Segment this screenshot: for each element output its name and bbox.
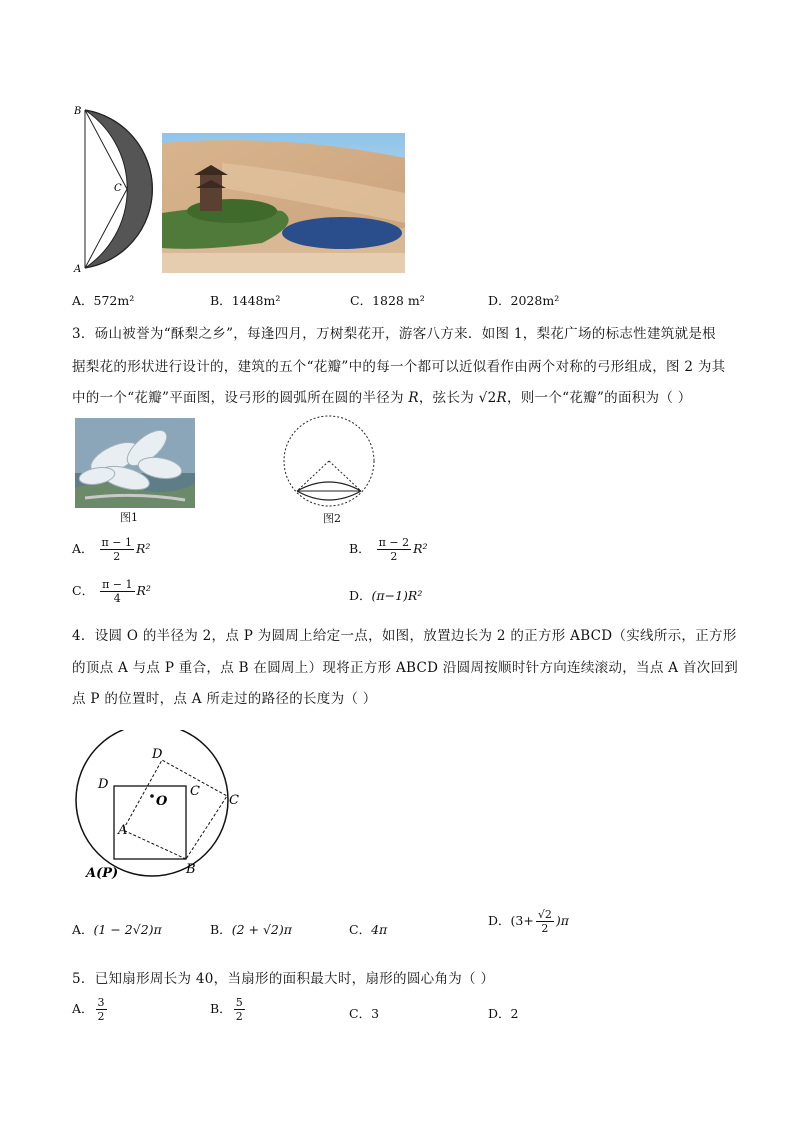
rolling-square-diagram xyxy=(72,730,262,880)
label-O: O xyxy=(156,794,168,809)
fraction xyxy=(234,996,245,1023)
q5-text-line1: 5．已知扇形周长为 40，当扇形的面积最大时，扇形的圆心角为（ ） xyxy=(72,971,495,987)
var-R: R xyxy=(408,390,419,406)
option-letter: A． xyxy=(72,922,94,937)
label-A: A xyxy=(74,264,82,275)
option-value: 1828 m² xyxy=(372,293,425,308)
label-A-inner: A xyxy=(118,823,128,838)
label-D-outer: D xyxy=(152,747,163,762)
label-D: D xyxy=(98,777,109,792)
q4-option-c[interactable] xyxy=(349,920,387,938)
q5-option-b[interactable] xyxy=(210,996,247,1023)
option-expr-post: )π xyxy=(555,913,569,928)
fraction xyxy=(377,536,411,563)
option-expr: (2 + √2)π xyxy=(231,922,292,937)
q3-option-c[interactable] xyxy=(72,578,151,605)
option-letter: B． xyxy=(210,1001,232,1016)
q3-text: ，弦长为 xyxy=(418,390,479,406)
q3-option-a[interactable] xyxy=(72,536,150,563)
option-letter: B． xyxy=(210,293,232,308)
numerator: π − 1 xyxy=(101,536,132,549)
label-A-P: A(P) xyxy=(86,866,119,880)
crescent-figure xyxy=(72,100,167,275)
label-C: C xyxy=(114,183,122,194)
q2-option-d[interactable] xyxy=(488,291,559,309)
option-value: 3 xyxy=(371,1006,380,1021)
sqrt2: √2 xyxy=(478,390,497,406)
q5-option-d[interactable] xyxy=(488,1004,518,1022)
option-expr: (1 − 2√2)π xyxy=(93,922,162,937)
q4-text-line1: 4．设圆 O 的半径为 2，点 P 为圆周上给定一点，如图，放置边长为 2 的正方形 ABCD（实线所示，正方形 xyxy=(72,628,737,644)
label-C-inner: C xyxy=(190,784,200,799)
option-letter: A． xyxy=(72,541,94,556)
q3-text-line1: 3．砀山被誉为“酥梨之乡”，每逢四月，万树梨花开，游客八方来．如图 1，梨花广场的标志性建筑就是根 xyxy=(72,326,716,342)
option-letter: C． xyxy=(72,583,95,598)
q3-option-b[interactable] xyxy=(349,536,428,563)
option-value: 572m² xyxy=(93,293,135,308)
fraction xyxy=(100,536,134,563)
q4-option-a[interactable] xyxy=(72,920,162,938)
option-letter: D． xyxy=(488,1006,511,1021)
option-expr: (π−1)R² xyxy=(371,588,423,603)
denominator: 2 xyxy=(113,550,121,563)
fraction xyxy=(100,578,134,605)
q4-option-d[interactable] xyxy=(488,908,569,935)
option-value: 1448m² xyxy=(231,293,281,308)
var-R: R xyxy=(496,390,507,406)
option-tail: R² xyxy=(413,541,428,556)
oasis-photo xyxy=(162,133,405,273)
option-letter: D． xyxy=(488,913,511,928)
numerator: 5 xyxy=(235,996,243,1009)
option-letter: C． xyxy=(349,922,372,937)
option-letter: B． xyxy=(349,541,371,556)
q2-option-b[interactable] xyxy=(210,291,280,309)
option-letter: A． xyxy=(72,293,94,308)
denominator: 2 xyxy=(235,1010,243,1023)
fraction xyxy=(536,908,554,935)
q4-text-line3: 点 P 的位置时，点 A 所走过的路径的长度为（ ） xyxy=(72,691,377,707)
q3-text: ，则一个“花瓣”的面积为（ ） xyxy=(506,390,692,406)
numerator: π − 2 xyxy=(378,536,410,549)
fraction xyxy=(96,996,107,1023)
q2-option-a[interactable] xyxy=(72,291,134,309)
label-B: B xyxy=(186,862,196,877)
q3-option-d[interactable] xyxy=(349,586,422,604)
option-expr-pre: (3+ xyxy=(510,913,534,928)
q3-text-line3 xyxy=(72,386,692,406)
q4-text-line2: 的顶点 A 与点 P 重合，点 B 在圆周上）现将正方形 ABCD 沿圆周按顺时针方向连续滚动，当点 A 首次回到 xyxy=(72,660,739,676)
q2-option-c[interactable] xyxy=(350,291,425,309)
numerator: √2 xyxy=(537,908,552,921)
option-letter: C． xyxy=(350,293,373,308)
label-B: B xyxy=(74,106,82,117)
numerator: 3 xyxy=(97,996,105,1009)
q3-text: 中的一个“花瓣”平面图，设弓形的圆弧所在圆的半径为 xyxy=(72,390,409,406)
option-tail: R² xyxy=(135,541,151,556)
fig1-caption: 图1 xyxy=(120,511,138,524)
denominator: 2 xyxy=(541,922,549,935)
q5-option-c[interactable] xyxy=(349,1004,379,1022)
denominator: 2 xyxy=(390,550,398,563)
option-value: 2028m² xyxy=(510,293,560,308)
denominator: 2 xyxy=(97,1010,105,1023)
option-letter: D． xyxy=(349,588,372,603)
pear-flower-building-photo xyxy=(75,418,195,508)
q3-text-line2: 据梨花的形状进行设计的，建筑的五个“花瓣”中的每一个都可以近似看作由两个对称的弓形组成，图 2 为其 xyxy=(72,359,726,375)
denominator: 4 xyxy=(113,592,121,605)
option-value: 2 xyxy=(510,1006,519,1021)
option-expr: 4π xyxy=(371,922,388,937)
option-letter: B． xyxy=(210,922,232,937)
petal-diagram xyxy=(283,415,378,515)
numerator: π − 1 xyxy=(102,578,133,591)
option-letter: D． xyxy=(488,293,511,308)
q5-option-a[interactable] xyxy=(72,996,109,1023)
q4-option-b[interactable] xyxy=(210,920,292,938)
option-letter: A． xyxy=(72,1001,94,1016)
option-letter: C． xyxy=(349,1006,372,1021)
fig2-caption: 图2 xyxy=(323,512,341,525)
option-tail: R² xyxy=(136,583,151,598)
label-C-outer: C xyxy=(229,793,239,808)
